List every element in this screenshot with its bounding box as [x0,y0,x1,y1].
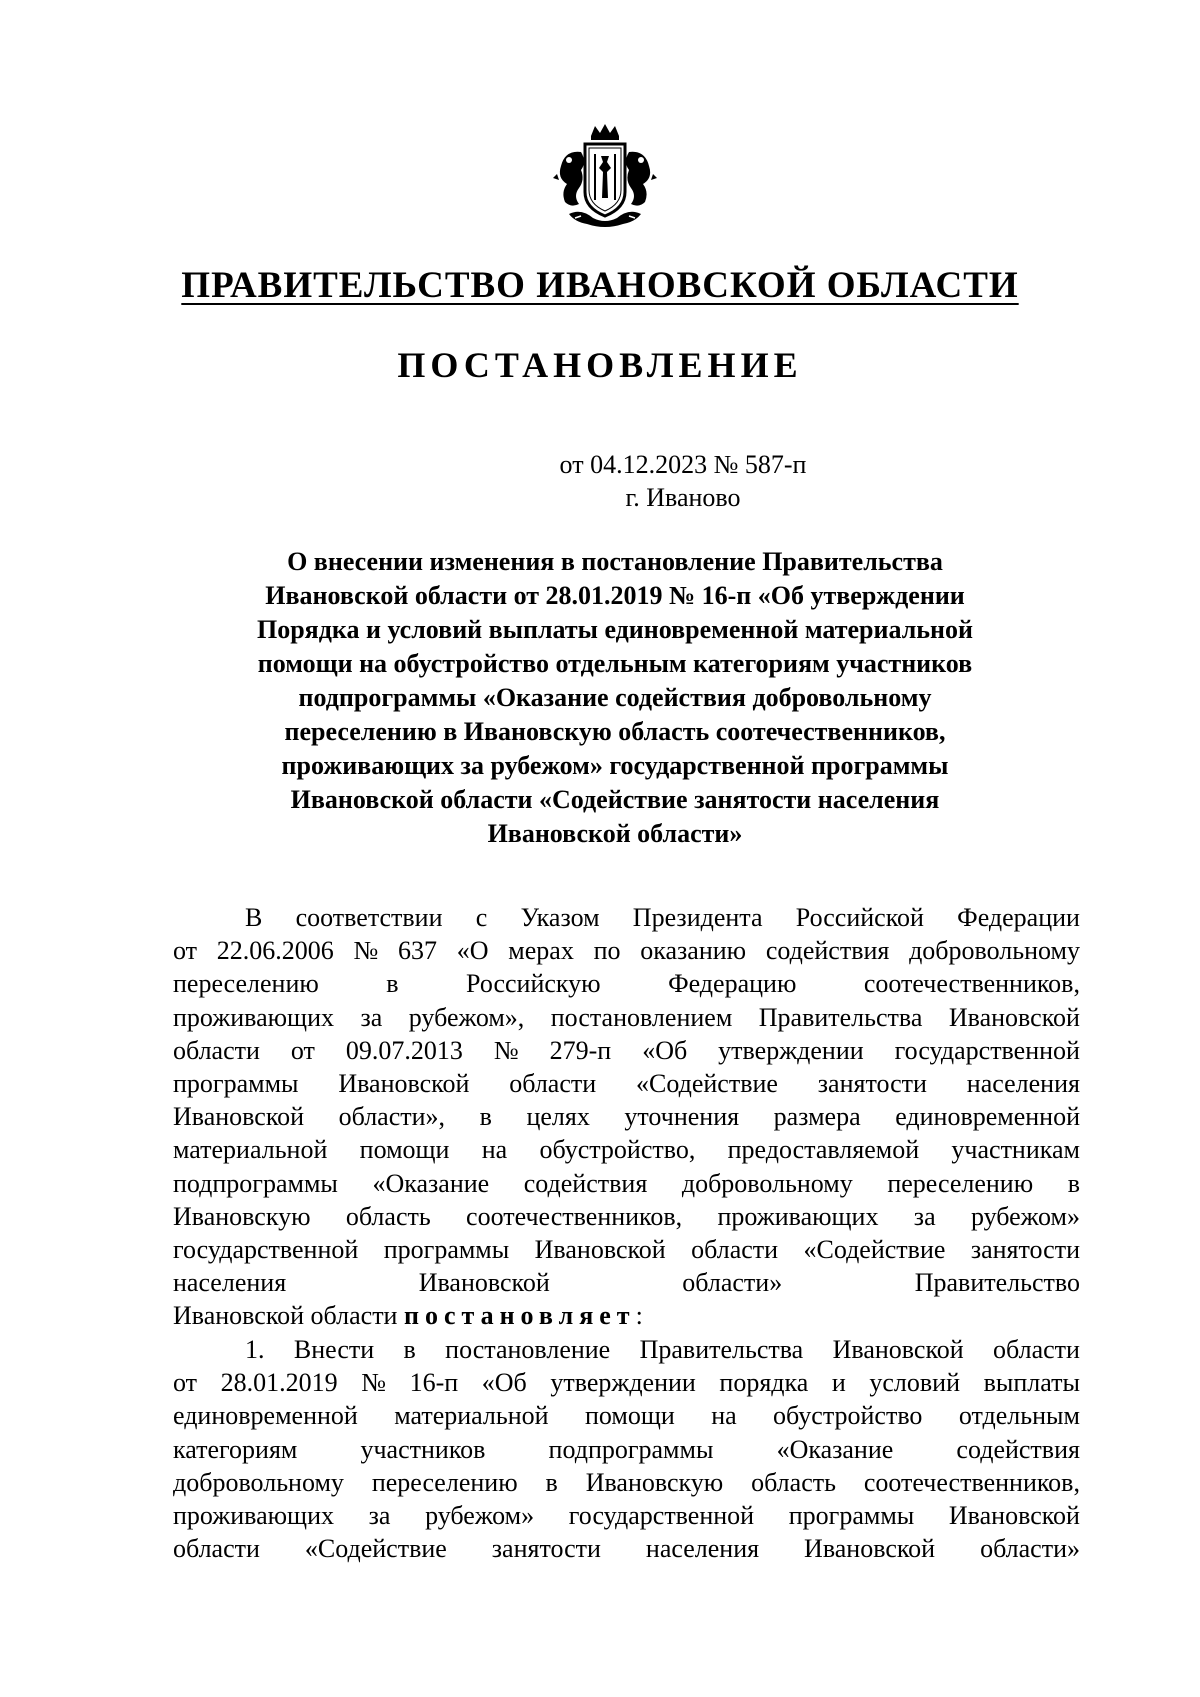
word: занятости [817,1068,927,1098]
word: области [691,1234,779,1264]
subject-line: Ивановской области от 28.01.2019 № 16-п «Об утверждении [265,581,965,610]
word: Ивановской [948,1500,1080,1530]
preamble-suffix: : [635,1301,643,1331]
word: 1. [245,1335,265,1364]
word: помощи [359,1135,450,1165]
word: Российскую [466,969,601,999]
word: занятости [970,1234,1080,1264]
word: Правительства [758,1002,923,1032]
word: добровольному [909,936,1080,966]
word: выплаты [983,1368,1080,1398]
justified-line [173,934,1080,967]
word: Правительства [639,1335,804,1364]
word: проживающих [173,1002,334,1032]
preamble-paragraph [173,901,1080,1332]
justified-line [173,967,1080,1000]
word: Ивановскую [173,1201,311,1231]
document-date-number: от 04.12.2023 № 587-п [559,450,807,479]
word: государственной [173,1234,359,1264]
word: 637 [398,936,438,966]
word: «Оказание [372,1168,490,1198]
word: Российской [795,903,924,932]
word: предоставляемой [727,1135,920,1165]
justified-line [173,1366,1080,1399]
word: добровольному [173,1467,344,1497]
word: подпрограммы [173,1168,338,1198]
word: помощи [584,1401,675,1431]
word: Ивановской [948,1002,1080,1032]
word: Ивановской [832,1335,964,1364]
word: Внести [293,1335,375,1364]
word: обустройство [773,1401,923,1431]
justified-line [173,1167,1080,1200]
word: оказанию [640,936,747,966]
word: размера [773,1102,861,1132]
subject-line: О внесении изменения в постановление Правительства [287,547,943,576]
word: утверждении [718,1035,864,1065]
word: Указом [520,903,600,932]
word: «Об [642,1035,688,1065]
justified-line [173,1399,1080,1432]
word: содействия [765,936,890,966]
word: от [290,1035,315,1065]
word: 16-п [409,1368,459,1398]
word: Ивановской [804,1534,936,1564]
document-city: г. Иваново [625,483,741,512]
word: мерах [508,936,574,966]
word: программы [173,1068,299,1098]
organization-title-text: ПРАВИТЕЛЬСТВО ИВАНОВСКОЙ ОБЛАСТИ [181,265,1019,306]
word: рубежом» [425,1500,535,1530]
word: государственной [894,1035,1080,1065]
word: области [173,1534,260,1564]
word: с [475,903,488,932]
word: области [993,1335,1080,1364]
word: содействия [523,1168,648,1198]
word: уточнения [624,1102,740,1132]
justified-line [173,1067,1080,1100]
justified-line [173,1466,1080,1499]
word: от [173,1368,198,1398]
item-1-paragraph [173,1333,1080,1565]
subject-line: Ивановской области» [487,819,743,848]
word: Федерации [957,903,1080,932]
word: по [593,936,621,966]
word: Федерацию [668,969,797,999]
word: соотечественников, [466,1201,683,1231]
justified-line [173,1532,1080,1565]
word: содействия [956,1434,1080,1464]
word: области», [338,1102,446,1132]
justified-line [173,1100,1080,1133]
word: в [545,1467,558,1497]
word: Правительство [914,1268,1080,1298]
word: государственной [568,1500,755,1530]
word: участников [360,1434,486,1464]
word: рубежом», [408,1002,525,1032]
word: 22.06.2006 [216,936,334,966]
subject-line: подпрограммы «Оказание содействия добровольному [298,683,932,712]
justified-line [173,1233,1080,1266]
word: «Содействие [636,1068,778,1098]
word: подпрограммы [548,1434,714,1464]
word: «О [456,936,489,966]
word: постановление [445,1335,611,1364]
word: населения [966,1068,1080,1098]
justified-line [173,1433,1080,1466]
subject-line: проживающих за рубежом» государственной программы [281,751,949,780]
word: № [361,1368,386,1398]
word: «Об [481,1368,527,1398]
word: единовременной [895,1102,1080,1132]
preamble-prefix: Ивановской области [173,1301,404,1331]
word: Ивановской [338,1068,470,1098]
word: населения [173,1268,287,1298]
word: № [353,936,379,966]
word: 09.07.2013 [345,1035,463,1065]
coat-of-arms-icon [551,122,659,232]
word: постановлением [550,1002,733,1032]
word: программы [383,1234,510,1264]
justified-line [173,901,1080,934]
word: занятости [491,1534,601,1564]
word: от [173,936,198,966]
word: проживающих [717,1201,879,1231]
word: «Содействие [304,1534,447,1564]
word: в [386,969,399,999]
word: обустройство, [539,1135,696,1165]
document-type: ПОСТАНОВЛЕНИЕ [397,345,803,385]
word: «Содействие [803,1234,946,1264]
word: материальной [173,1135,328,1165]
subject-line: Ивановской области «Содействие занятости населения [290,785,940,814]
resolves-keyword: постановляет [403,1301,636,1331]
word: за [368,1500,391,1530]
justified-line [173,1333,1080,1366]
word: области [509,1068,597,1098]
word: 279-п [549,1035,612,1065]
word: целях [526,1102,590,1132]
word: «Оказание [776,1434,894,1464]
justified-line [173,1200,1080,1233]
justified-line [173,1001,1080,1034]
preamble-last-line [173,1299,1080,1332]
word: добровольному [681,1168,853,1198]
word: Президента [632,903,763,932]
word: Ивановской [418,1268,550,1298]
word: населения [645,1534,760,1564]
word: за [913,1201,936,1231]
justified-line [173,1133,1080,1166]
word: 28.01.2019 [220,1368,338,1398]
word: области» [980,1534,1080,1564]
word: соотечественников, [863,1467,1080,1497]
word: области» [682,1268,783,1298]
word: в [403,1335,416,1364]
word: переселению [371,1467,518,1497]
word: переселению [173,969,319,999]
word: переселению [887,1168,1034,1198]
word: категориям [173,1434,298,1464]
word: в [479,1102,492,1132]
subject-line: помощи на обустройство отдельным категориям участников [257,649,973,678]
organization-title [0,263,1200,309]
word: Ивановской [173,1102,305,1132]
subject-line: переселению в Ивановскую область соотечественников, [284,717,946,746]
word: В [245,903,263,932]
word: на [481,1135,508,1165]
word: за [360,1002,383,1032]
word: рубежом» [970,1201,1080,1231]
word: порядка [719,1368,809,1398]
justified-line [173,1499,1080,1532]
justified-line [173,1034,1080,1067]
word: и [831,1368,846,1398]
word: единовременной [173,1401,358,1431]
word: в [1067,1168,1080,1198]
word: материальной [394,1401,549,1431]
word: № [493,1035,519,1065]
justified-line [173,1266,1080,1299]
word: область [345,1201,431,1231]
document-subject [170,545,1060,851]
word: область [751,1467,836,1497]
word: области [173,1035,260,1065]
word: Ивановскую [585,1467,724,1497]
subject-line: Порядка и условий выплаты единовременной материальной [257,615,973,644]
word: соответствии [295,903,443,932]
word: соотечественников, [863,969,1080,999]
word: утверждении [550,1368,696,1398]
word: на [711,1401,737,1431]
word: отдельным [958,1401,1080,1431]
word: условий [869,1368,961,1398]
word: проживающих [173,1500,334,1530]
word: программы [788,1500,915,1530]
word: участникам [951,1135,1080,1165]
word: Ивановской [534,1234,666,1264]
